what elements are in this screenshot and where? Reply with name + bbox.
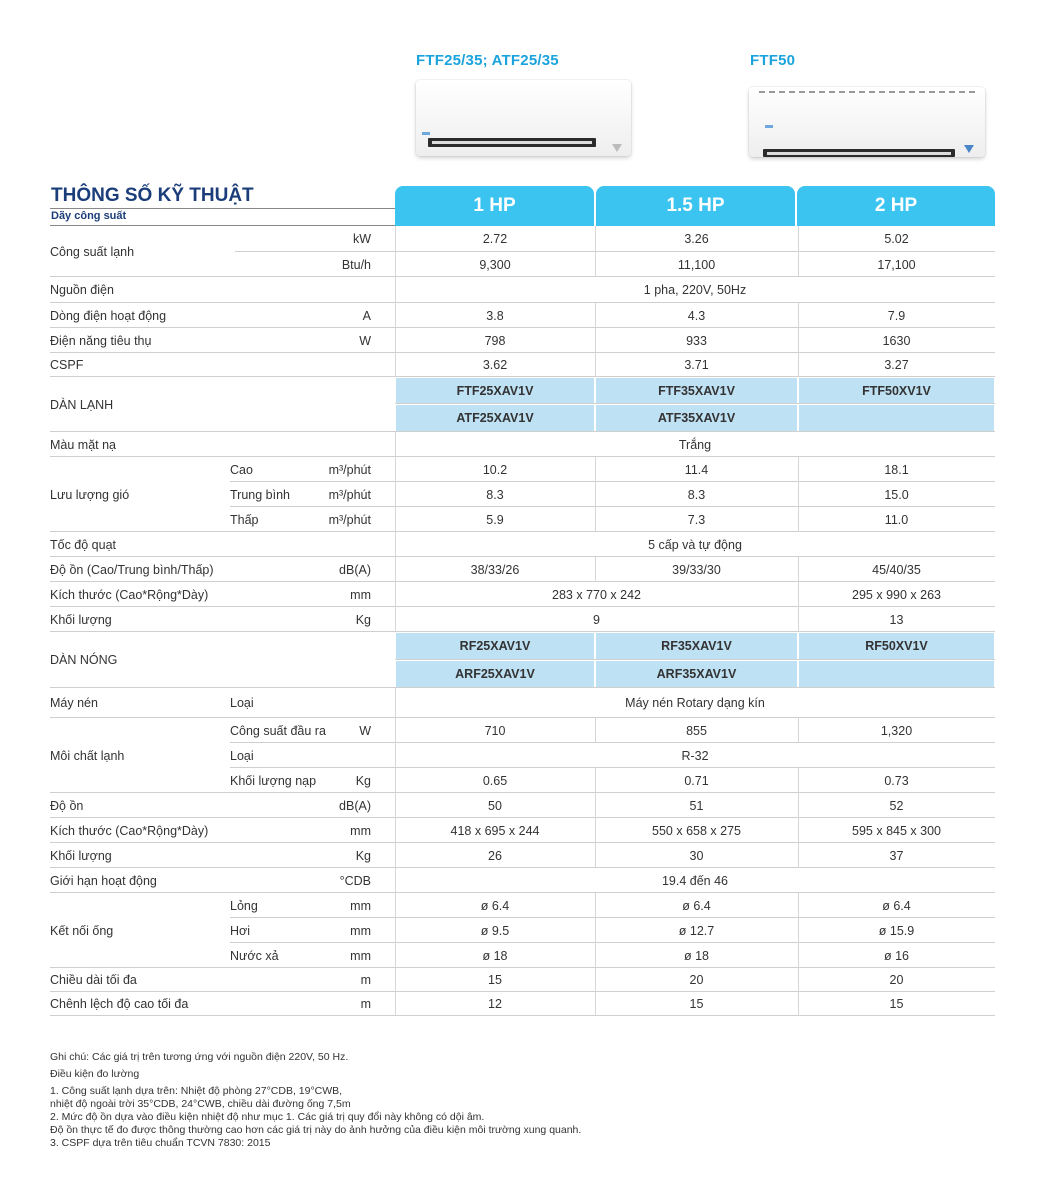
spec-value: 10.2 [482,462,508,477]
spec-table [50,226,995,1016]
spec-label: Công suất lạnh [50,244,135,259]
spec-sublabel: Trung bình [230,487,290,502]
table-row [50,607,995,632]
footnote-line: 2. Mức độ ồn dựa vào điều kiện nhiệt độ như mục 1. Các giá trị quy đổi này không có dội âm. [50,1111,485,1123]
spec-label: Kết nối ống [50,923,114,938]
spec-value: 8.3 [687,487,706,502]
spec-label: Giới hạn hoạt động [50,873,157,888]
spec-value: 15 [889,997,904,1011]
spec-label: Điện năng tiêu thụ [50,333,152,348]
spec-sublabel: Hơi [230,923,251,938]
spec-unit: mm [350,948,371,963]
spec-value: ø 18 [683,948,709,963]
table-row [50,660,995,688]
spec-value: 3.8 [486,308,504,323]
spec-unit: m [360,973,371,987]
tab-1-5hp: 1.5 HP [596,186,795,226]
spec-label: Màu mặt nạ [50,437,117,452]
spec-unit: dB(A) [339,562,371,577]
table-row [50,943,995,968]
spec-value: 0.65 [482,773,508,788]
spec-value: Trắng [678,437,712,452]
spec-value: 17,100 [877,257,916,272]
table-row [50,768,995,793]
model-code-cell: RF35XAV1V [596,633,797,659]
spec-value: 15 [689,997,704,1011]
model-code-cell [799,661,994,687]
spec-value: ø 12.7 [678,923,715,938]
spec-label: Chiều dài tối đa [50,973,137,987]
spec-label: Lưu lượng gió [50,487,130,502]
spec-value: 8.3 [486,487,504,502]
spec-label: Khối lượng [50,612,112,627]
spec-value: 0.73 [884,773,909,788]
table-row [50,582,995,607]
table-row [50,992,995,1016]
spec-unit: °CDB [339,873,371,888]
table-row [50,532,995,557]
table-row [50,793,995,818]
page-title: THÔNG SỐ KỸ THUẬT [51,185,254,206]
spec-value: ø 15.9 [878,923,915,938]
spec-value: ø 16 [883,948,909,963]
table-row [50,277,995,303]
spec-value: 11.0 [884,512,909,527]
spec-label: Nguồn điện [50,283,114,297]
spec-unit: A [362,308,371,323]
spec-value: 9 [593,612,600,627]
spec-value: 45/40/35 [872,562,921,577]
spec-value: 3.27 [884,358,909,372]
spec-value: 933 [686,333,707,348]
model-code-cell: ATF35XAV1V [596,405,797,431]
spec-value: ø 6.4 [682,898,711,913]
spec-value: 798 [484,333,506,348]
spec-value: 5 cấp và tự động [648,537,742,552]
model-title-ftf50: FTF50 [750,52,796,69]
spec-value: 52 [889,798,904,813]
footnote-line: 1. Công suất lạnh dựa trên: Nhiệt độ phòng 27°CDB, 19°CWB, [50,1085,343,1097]
spec-value: 4.3 [687,308,706,323]
spec-value: 2.72 [482,232,508,246]
spec-value: 26 [488,848,502,863]
table-row [50,404,995,432]
table-row [50,968,995,992]
spec-unit: mm [350,587,371,602]
spec-value: 20 [889,973,904,987]
table-row [50,818,995,843]
spec-unit: Kg [355,612,371,627]
spec-value: 13 [889,612,904,627]
spec-value: 20 [689,973,704,987]
footnote-line: Ghi chú: Các giá trị trên tương ứng với nguồn điện 220V, 50 Hz. [50,1051,349,1063]
spec-label: Khối lượng [50,848,112,863]
spec-value: 12 [488,997,502,1011]
spec-value: 5.02 [884,232,909,246]
spec-unit: W [359,723,371,738]
spec-value: 11,100 [677,257,716,272]
footnote-line: Độ ồn thực tế đo được thông thường cao hơn các giá trị này do ảnh hưởng của điều kiện môi trường xung quanh. [50,1124,582,1136]
spec-value: 37 [889,848,904,863]
model-code-cell: RF25XAV1V [396,633,594,659]
spec-unit: Kg [355,773,371,788]
table-row [50,557,995,582]
spec-label: Máy nén [50,696,98,710]
spec-value: 855 [686,723,707,738]
spec-sublabel: Loại [230,696,254,710]
spec-value: 3.71 [684,358,709,372]
table-row [50,507,995,532]
spec-unit: m [360,997,371,1011]
air-conditioner-indoor-unit-icon [749,87,985,157]
spec-value: ø 18 [482,948,508,963]
spec-sublabel: Loại [230,748,254,763]
table-row [50,328,995,353]
capacity-range-label: Dãy công suất [51,210,127,222]
spec-value: 15.0 [884,487,909,502]
spec-label: Kích thước (Cao*Rộng*Dày) [50,587,209,602]
table-row [50,688,995,718]
table-row [50,226,995,259]
spec-unit: dB(A) [339,798,371,813]
model-code-cell: RF50XV1V [799,633,994,659]
spec-label: Kích thước (Cao*Rộng*Dày) [50,823,209,838]
spec-unit: m³/phút [328,462,371,477]
tab-1hp: 1 HP [395,186,594,226]
model-code-cell: ATF25XAV1V [396,405,594,431]
model-code-cell: ARF35XAV1V [596,661,797,687]
spec-unit: W [359,333,371,348]
table-row [50,743,995,768]
spec-label: Chênh lệch độ cao tối đa [50,997,189,1011]
tab-2hp: 2 HP [797,186,995,226]
spec-value: 9,300 [479,257,511,272]
spec-label: DÀN LẠNH [50,397,114,412]
spec-value: 0.71 [684,773,709,788]
spec-label: Độ ồn [50,798,84,813]
table-row [50,482,995,507]
table-row [50,252,995,277]
spec-value: 295 x 990 x 263 [852,587,941,602]
spec-unit: mm [350,823,371,838]
air-conditioner-indoor-unit-icon [416,80,631,156]
spec-value: 19.4 đến 46 [661,873,729,888]
table-row [50,843,995,868]
spec-label: DÀN NÓNG [50,653,118,667]
model-code-cell [799,405,994,431]
table-row [50,303,995,328]
spec-value: 3.26 [684,232,709,246]
spec-sublabel: Thấp [230,512,259,527]
spec-value: 3.62 [482,358,508,372]
table-row [50,432,995,457]
spec-unit: Btu/h [341,257,371,272]
spec-value: 283 x 770 x 242 [552,587,641,602]
spec-unit: mm [350,923,371,938]
spec-sublabel: Cao [230,462,253,477]
model-code-cell: ARF25XAV1V [396,661,594,687]
spec-value: 1,320 [880,723,913,738]
spec-value: 5.9 [486,512,504,527]
spec-sublabel: Nước xả [230,948,279,963]
table-row [50,377,995,412]
spec-value: ø 9.5 [480,923,510,938]
spec-label: Độ ồn (Cao/Trung bình/Thấp) [50,562,214,577]
spec-value: 710 [484,723,506,738]
spec-value: 595 x 845 x 300 [852,823,941,838]
spec-value: 30 [689,848,704,863]
spec-unit: Kg [355,848,371,863]
model-code-cell: FTF50XV1V [799,378,994,403]
spec-value: 550 x 658 x 275 [652,823,741,838]
spec-value: 418 x 695 x 244 [450,823,540,838]
model-code-cell: FTF25XAV1V [396,378,594,403]
spec-value: 51 [689,798,704,813]
table-row [50,632,995,667]
table-row [50,868,995,893]
spec-value: 7.3 [687,512,706,527]
spec-label: Tốc độ quạt [50,537,117,552]
spec-value: 1630 [882,333,911,348]
spec-value: 38/33/26 [470,562,520,577]
spec-value: 1 pha, 220V, 50Hz [643,283,747,297]
footnotes [50,1051,581,1150]
spec-value: 50 [488,798,502,813]
table-row [50,918,995,943]
spec-sublabel: Công suất đầu ra [230,723,326,738]
spec-sublabel: Khối lượng nạp [230,773,317,788]
model-code-cell: FTF35XAV1V [596,378,797,403]
footnote-line: nhiệt độ ngoài trời 35°CDB, 24°CWB, chiều dài đường ống 7,5m [50,1098,351,1110]
model-title-ftf25-35: FTF25/35; ATF25/35 [416,52,559,69]
spec-value: ø 6.4 [882,898,911,913]
spec-value: Máy nén Rotary dạng kín [625,696,765,710]
spec-value: ø 6.4 [480,898,510,913]
table-row [50,353,995,377]
spec-unit: m³/phút [328,487,371,502]
spec-value: 11.4 [684,462,709,477]
spec-value: 39/33/30 [672,562,721,577]
spec-label: Dòng điện hoạt động [50,308,167,323]
title-divider [50,208,395,209]
footnote-line: Điều kiện đo lường [50,1068,140,1080]
spec-sublabel: Lỏng [230,898,258,913]
spec-unit: m³/phút [328,512,371,527]
spec-label: CSPF [50,358,84,372]
spec-value: R-32 [681,748,709,763]
spec-unit: kW [352,232,371,246]
spec-unit: mm [350,898,371,913]
footnote-line: 3. CSPF dựa trên tiêu chuẩn TCVN 7830: 2015 [50,1137,271,1149]
spec-value: 15 [488,973,502,987]
spec-value: 18.1 [884,462,909,477]
spec-label: Môi chất lạnh [50,748,125,763]
spec-value: 7.9 [887,308,906,323]
